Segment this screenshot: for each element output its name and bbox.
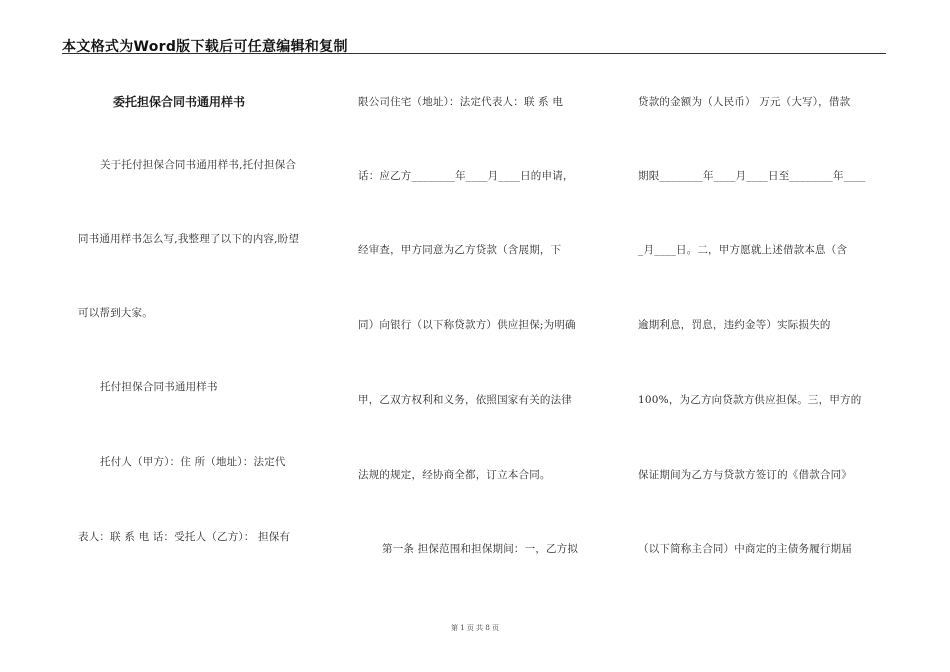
col3-line-4: 逾期利息，罚息，违约金等）实际损失的 [638,319,831,331]
col1-line-1: 关于托付担保合同书通用样书,托付担保合 [100,159,297,171]
col1-line-3: 可以帮到大家。 [78,307,153,319]
col2-line-7: 第一条 担保范围和担保期间：一，乙方拟 [382,543,579,555]
col2-line-4: 同）向银行（以下称贷款方）供应担保;为明确 [358,319,576,331]
col3-line-5: 100%，为乙方向贷款方供应担保。三，甲方的 [638,394,862,406]
col3-line-2: 期限________年____月____日至________年____ [638,170,866,182]
col3-line-3: _月____日。二，甲方愿就上述借款本息（含 [638,244,848,256]
page-footer: 第 1 页 共 8 页 [450,624,500,632]
col3-line-1: 贷款的金额为（人民币） 万元（大写），借款 [638,96,851,108]
top-banner: 本文格式为Word版下载后可任意编辑和复制 [62,39,348,55]
header-rule [62,53,886,54]
col2-line-3: 经审查，甲方同意为乙方贷款（含展期，下 [358,244,562,256]
col2-line-2: 话：应乙方________年____月____日的申请， [358,170,574,182]
col3-line-7: （以下简称主合同）中商定的主债务履行期届 [638,543,852,555]
col1-line-5: 托付人（甲方）：住 所（地址）：法定代 [100,456,286,468]
col2-line-1: 限公司住宅（地址）：法定代表人：联 系 电 [358,96,564,108]
col3-line-6: 保证期间为乙方与贷款方签订的《借款合同》 [638,469,852,481]
col1-line-2: 同书通用样书怎么写,我整理了以下的内容,盼望 [78,233,300,245]
col1-line-6: 表人：联 系 电 话：受托人（乙方）： 担保有 [78,531,291,543]
document-title: 委托担保合同书通用样书 [113,95,246,109]
col2-line-6: 法规的规定，经协商全都，订立本合同。 [358,469,551,481]
col2-line-5: 甲，乙双方权利和义务，依照国家有关的法律 [358,394,572,406]
col1-line-4: 托付担保合同书通用样书 [100,381,218,393]
